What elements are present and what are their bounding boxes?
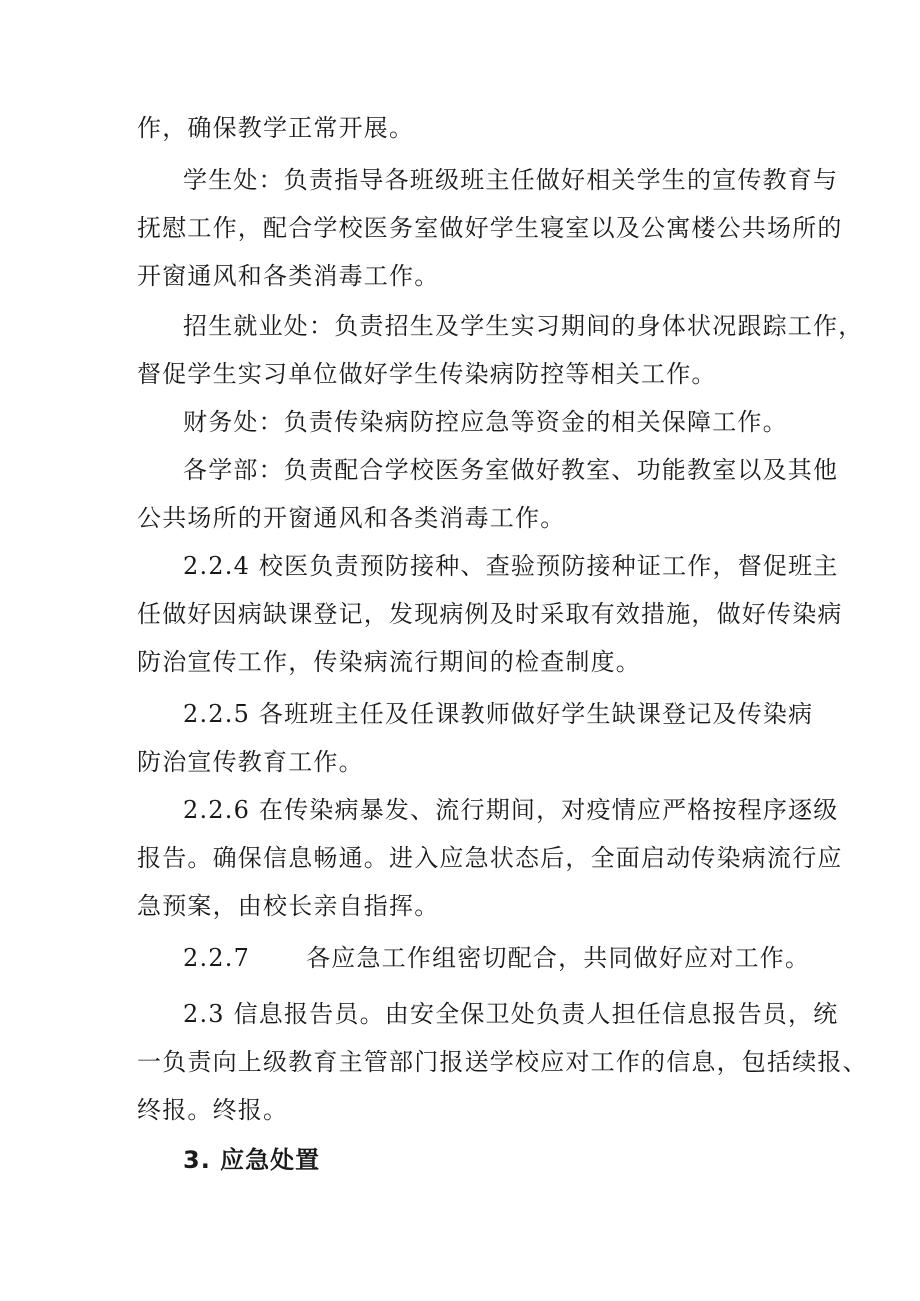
text-line: 任做好因病缺课登记，发现病例及时采取有效措施，做好传染病 <box>137 600 843 628</box>
paragraph-2-2-7 <box>137 934 809 982</box>
text-line <box>137 934 809 982</box>
paragraph-student-office <box>137 156 843 300</box>
text-line: 学生处：负责指导各班级班主任做好相关学生的宣传教育与 <box>183 166 839 194</box>
paragraph-admissions-office <box>137 302 864 398</box>
paragraph-departments <box>137 446 839 542</box>
text-line: 公共场所的开窗通风和各类消毒工作。 <box>137 504 566 532</box>
text-line: 2.2.6 在传染病暴发、流行期间，对疫情应严格按程序逐级 <box>183 796 839 824</box>
paragraph-2-2-6 <box>137 786 843 930</box>
paragraph-2-3 <box>137 990 868 1134</box>
text-line: 终报。终报。 <box>137 1096 289 1124</box>
text-line: 防治宣传教育工作。 <box>137 748 364 776</box>
text-line: 作，确保教学正常开展。 <box>137 114 415 142</box>
text-line: 招生就业处：负责招生及学生实习期间的身体状况跟踪工作， <box>183 312 864 340</box>
text-line: 财务处：负责传染病防控应急等资金的相关保障工作。 <box>183 408 788 436</box>
text-line: 防治宣传工作，传染病流行期间的检查制度。 <box>137 648 641 676</box>
clause-number: 2.2.7 <box>183 944 251 972</box>
section-heading: 3. 应急处置 <box>183 1146 321 1174</box>
text-line: 督促学生实习单位做好学生传染病防控等相关工作。 <box>137 360 717 388</box>
text-line: 2.2.5 各班班主任及任课教师做好学生缺课登记及传染病 <box>183 700 814 728</box>
text-line: 2.3 信息报告员。由安全保卫处负责人担任信息报告员，统 <box>183 1000 839 1028</box>
text-line: 2.2.4 校医负责预防接种、查验预防接种证工作，督促班主 <box>183 552 839 580</box>
text-line: 抚慰工作，配合学校医务室做好学生寝室以及公寓楼公共场所的 <box>137 214 843 242</box>
paragraph-2-2-4 <box>137 542 843 686</box>
text-line: 报告。确保信息畅通。进入应急状态后，全面启动传染病流行应 <box>137 844 843 872</box>
text-line: 急预案，由校长亲自指挥。 <box>137 892 440 920</box>
paragraph-2-2-5 <box>137 690 814 786</box>
paragraph-continuation <box>137 104 809 152</box>
text-line: 各学部：负责配合学校医务室做好教室、功能教室以及其他 <box>183 456 839 484</box>
paragraph-finance-office <box>137 398 809 446</box>
text-line: 一负责向上级教育主管部门报送学校应对工作的信息，包括续报、 <box>137 1048 868 1076</box>
text-line: 开窗通风和各类消毒工作。 <box>137 262 440 290</box>
clause-text: 各应急工作组密切配合，共同做好应对工作。 <box>306 944 811 972</box>
